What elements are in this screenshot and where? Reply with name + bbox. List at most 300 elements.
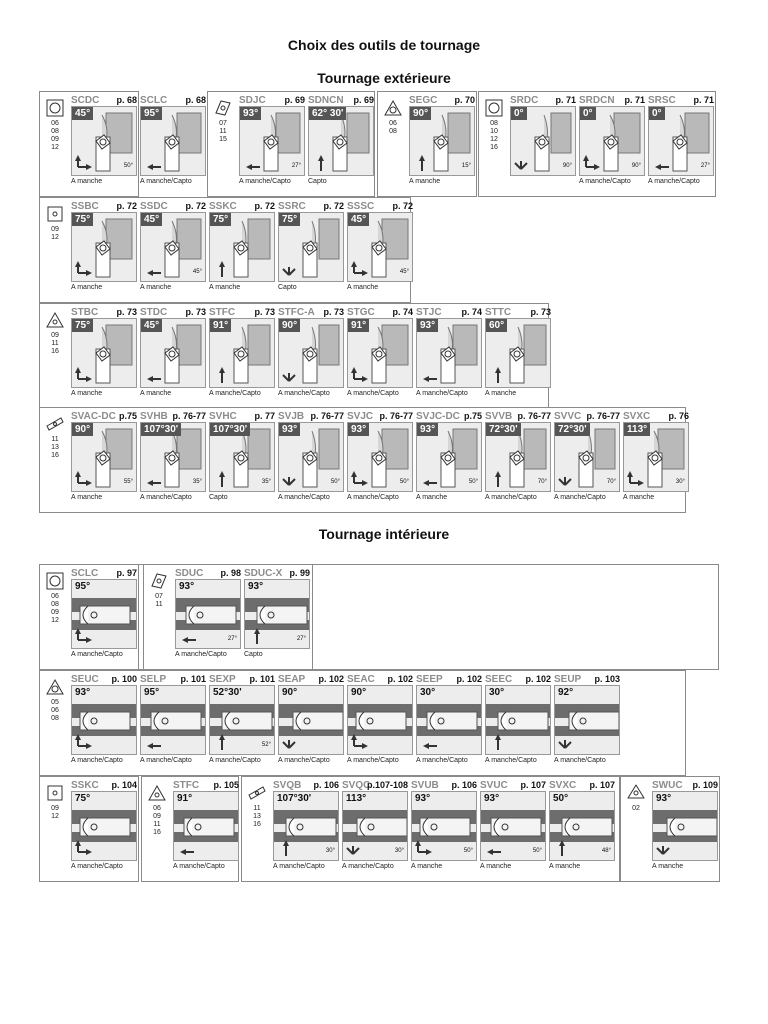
insert-size: 16	[253, 821, 261, 828]
page-ref[interactable]: p. 76-77	[586, 411, 620, 421]
mount-type: Capto	[244, 651, 263, 658]
insert-type	[40, 571, 70, 625]
tool-image	[347, 212, 413, 282]
mount-type: A manche/Capto	[278, 757, 330, 764]
page-ref[interactable]: p. 99	[289, 568, 310, 578]
secondary-angle: 48°	[601, 848, 611, 854]
tool-card[interactable]	[485, 411, 551, 507]
approach-angle: 75°	[210, 213, 231, 226]
tool-code: SDNCN	[308, 95, 344, 106]
tool-image	[140, 212, 206, 282]
mount-type: A manche	[411, 863, 443, 870]
page-ref[interactable]: p. 106	[451, 780, 477, 790]
tool-image	[71, 212, 137, 282]
tool-group	[39, 91, 206, 197]
tool-image	[554, 422, 620, 492]
tool-image	[71, 106, 137, 176]
page-ref[interactable]: p. 97	[116, 568, 137, 578]
page-ref[interactable]: p. 73	[254, 307, 275, 317]
mount-type: A manche/Capto	[554, 494, 606, 501]
insert-type	[208, 98, 238, 144]
page-ref[interactable]: p. 109	[692, 780, 718, 790]
secondary-angle: 15°	[461, 163, 471, 169]
insert-shape-icon	[247, 783, 267, 803]
tool-card[interactable]	[71, 411, 137, 507]
secondary-angle: 30°	[325, 848, 335, 854]
insert-shape-icon	[45, 414, 65, 434]
insert-size: 11	[155, 601, 163, 608]
group-frame	[39, 564, 719, 670]
insert-shape-icon	[213, 98, 233, 118]
page-ref[interactable]: p. 71	[693, 95, 714, 105]
approach-angle: 107°30'	[141, 423, 181, 436]
approach-angle: 93°	[240, 107, 261, 120]
tool-card[interactable]	[244, 568, 310, 664]
tool-image	[652, 791, 718, 861]
tool-card[interactable]	[308, 95, 374, 191]
insert-size: 06	[51, 593, 59, 600]
insert-size: 08	[51, 128, 59, 135]
mount-type: A manche/Capto	[347, 757, 399, 764]
approach-angle: 50°	[553, 793, 569, 804]
insert-size: 08	[490, 120, 498, 127]
tool-card[interactable]	[140, 411, 206, 507]
secondary-angle: 50°	[123, 163, 133, 169]
approach-angle: 75°	[279, 213, 300, 226]
page-ref[interactable]: p. 74	[461, 307, 482, 317]
approach-angle: 93°	[484, 793, 500, 804]
page-ref[interactable]: p.107-108	[366, 780, 408, 790]
tool-image	[347, 318, 413, 388]
insert-shape-icon	[383, 98, 403, 118]
insert-size: 07	[219, 120, 227, 127]
tool-image	[173, 791, 239, 861]
page-ref[interactable]: p. 73	[323, 307, 344, 317]
tool-code: SEGC	[409, 95, 438, 106]
tool-code: STJC	[416, 307, 442, 318]
tool-card[interactable]	[416, 674, 482, 770]
tool-image	[278, 685, 344, 755]
secondary-angle: 45°	[192, 269, 202, 275]
page-ref[interactable]: p. 72	[392, 201, 413, 211]
mount-type: A manche/Capto	[140, 178, 192, 185]
approach-angle: 95°	[144, 687, 160, 698]
tool-image	[579, 106, 645, 176]
tool-card[interactable]	[347, 674, 413, 770]
approach-angle: 62° 30'	[309, 107, 346, 120]
insert-size: 09	[51, 609, 59, 616]
insert-size: 08	[389, 128, 397, 135]
mount-type: A manche	[347, 284, 379, 291]
tool-card[interactable]	[623, 411, 689, 507]
tool-card[interactable]	[554, 411, 620, 507]
mount-type: A manche	[652, 863, 684, 870]
insert-shape-icon	[45, 783, 65, 803]
approach-angle: 95°	[75, 581, 91, 592]
approach-angle: 90°	[72, 423, 93, 436]
approach-angle: 30°	[489, 687, 505, 698]
mount-type: A manche/Capto	[648, 178, 700, 185]
tool-card[interactable]	[510, 95, 576, 191]
tool-card[interactable]	[140, 307, 206, 403]
tool-card[interactable]	[239, 95, 305, 191]
approach-angle: 30°	[420, 687, 436, 698]
tool-card[interactable]	[648, 95, 714, 191]
insert-size: 16	[51, 348, 59, 355]
tool-image	[342, 791, 408, 861]
secondary-angle: 27°	[227, 636, 237, 642]
page-ref[interactable]: p. 68	[116, 95, 137, 105]
tool-code: SSKC	[209, 201, 237, 212]
approach-angle: 113°	[624, 423, 650, 436]
page-ref[interactable]: p. 76-77	[172, 411, 206, 421]
insert-size: 06	[51, 120, 59, 127]
insert-size: 16	[490, 144, 498, 151]
approach-angle: 45°	[141, 319, 162, 332]
secondary-angle: 55°	[123, 479, 133, 485]
mount-type: A manche/Capto	[416, 390, 468, 397]
tool-code: SEUP	[554, 674, 582, 685]
insert-type	[40, 677, 70, 723]
tool-card[interactable]	[652, 780, 718, 876]
approach-angle: 90°	[282, 687, 298, 698]
page-ref[interactable]: p. 101	[180, 674, 206, 684]
page-ref[interactable]: p. 69	[284, 95, 305, 105]
page-ref[interactable]: p. 98	[220, 568, 241, 578]
mount-type: A manche	[623, 494, 655, 501]
secondary-angle: 50°	[399, 479, 409, 485]
tool-image	[623, 422, 689, 492]
tool-card[interactable]	[278, 411, 344, 507]
insert-size: 06	[51, 707, 59, 714]
tool-code: SVHC	[209, 411, 237, 422]
tool-card[interactable]	[71, 674, 137, 770]
tool-image	[485, 422, 551, 492]
tool-image	[416, 685, 482, 755]
tool-code: SDUC-X	[244, 568, 283, 579]
secondary-angle: 50°	[468, 479, 478, 485]
insert-size: 11	[253, 805, 261, 812]
insert-size: 06	[153, 805, 161, 812]
tool-card[interactable]	[71, 307, 137, 403]
page-ref[interactable]: p. 71	[555, 95, 576, 105]
tool-code: SDUC	[175, 568, 204, 579]
secondary-angle: 52°	[261, 742, 271, 748]
page-ref[interactable]: p. 71	[624, 95, 645, 105]
tool-code: SCDC	[71, 95, 100, 106]
tool-group	[478, 91, 716, 197]
approach-angle: 45°	[141, 213, 162, 226]
approach-angle: 91°	[348, 319, 369, 332]
tool-group	[620, 776, 720, 882]
page-ref[interactable]: p. 72	[254, 201, 275, 211]
approach-angle: 91°	[177, 793, 193, 804]
mount-type: A manche	[140, 284, 172, 291]
secondary-angle: 27°	[296, 636, 306, 642]
mount-type: A manche/Capto	[485, 757, 537, 764]
insert-size: 12	[51, 144, 59, 151]
mount-type: Capto	[209, 494, 228, 501]
insert-size: 08	[51, 601, 59, 608]
tool-card[interactable]	[480, 780, 546, 876]
mount-type: Capto	[308, 178, 327, 185]
tool-image	[71, 579, 137, 649]
page-ref[interactable]: p. 107	[520, 780, 546, 790]
tool-card[interactable]	[173, 780, 239, 876]
mount-type: A manche/Capto	[175, 651, 227, 658]
insert-type	[621, 783, 651, 813]
tool-card[interactable]	[278, 307, 344, 403]
tool-code: SVXC	[549, 780, 577, 791]
tool-image	[485, 685, 551, 755]
page-ref[interactable]: p. 105	[213, 780, 239, 790]
tool-image	[244, 579, 310, 649]
secondary-angle: 45°	[399, 269, 409, 275]
mount-type: A manche/Capto	[71, 651, 123, 658]
insert-type	[40, 204, 70, 242]
approach-angle: 72°30'	[555, 423, 590, 436]
tool-image	[71, 685, 137, 755]
tool-code: SEEC	[485, 674, 513, 685]
approach-angle: 90°	[410, 107, 431, 120]
tool-card[interactable]	[71, 201, 137, 297]
tool-image	[510, 106, 576, 176]
tool-card[interactable]	[485, 674, 551, 770]
mount-type: A manche	[416, 494, 448, 501]
approach-angle: 45°	[72, 107, 93, 120]
mount-type: Capto	[278, 284, 297, 291]
mount-type: A manche/Capto	[554, 757, 606, 764]
page-ref[interactable]: p. 69	[353, 95, 374, 105]
tool-card[interactable]	[209, 411, 275, 507]
page-ref[interactable]: p. 73	[185, 307, 206, 317]
tool-group	[143, 564, 313, 670]
approach-angle: 90°	[351, 687, 367, 698]
mount-type: A manche	[71, 178, 103, 185]
tool-card[interactable]	[140, 95, 206, 191]
approach-angle: 45°	[348, 213, 369, 226]
tool-code: STFC-A	[278, 307, 315, 318]
tool-card[interactable]	[175, 568, 241, 664]
approach-angle: 93°	[415, 793, 431, 804]
tool-card[interactable]	[485, 307, 551, 403]
tool-image	[140, 318, 206, 388]
mount-type: A manche/Capto	[347, 494, 399, 501]
tool-code: STFC	[173, 780, 200, 791]
approach-angle: 60°	[486, 319, 507, 332]
tool-group	[39, 197, 411, 303]
tool-card[interactable]	[209, 307, 275, 403]
insert-size: 12	[51, 617, 59, 624]
tool-card[interactable]	[209, 674, 275, 770]
tool-image	[140, 685, 206, 755]
tool-image	[416, 318, 482, 388]
tool-image	[416, 422, 482, 492]
tool-image	[273, 791, 339, 861]
tool-code: SVQC	[342, 780, 371, 791]
tool-image	[71, 422, 137, 492]
secondary-angle: 50°	[463, 848, 473, 854]
page-ref[interactable]: p. 73	[116, 307, 137, 317]
secondary-angle: 35°	[192, 479, 202, 485]
tool-card[interactable]	[71, 95, 137, 191]
tool-code: SRDCN	[579, 95, 615, 106]
page-ref[interactable]: p. 77	[254, 411, 275, 421]
tool-card[interactable]	[140, 201, 206, 297]
tool-card[interactable]	[347, 307, 413, 403]
page-ref[interactable]: p.75	[118, 411, 137, 421]
insert-size: 13	[253, 813, 261, 820]
tool-code: SSDC	[140, 201, 168, 212]
tool-card[interactable]	[71, 568, 137, 664]
tool-code: SVJC-DC	[416, 411, 460, 422]
page-ref[interactable]: p. 107	[589, 780, 615, 790]
tool-card[interactable]	[342, 780, 408, 876]
insert-size: 11	[153, 821, 161, 828]
page-ref[interactable]: p.75	[463, 411, 482, 421]
tool-image	[140, 422, 206, 492]
approach-angle: 75°	[75, 793, 91, 804]
insert-shape-icon	[484, 98, 504, 118]
tool-card[interactable]	[549, 780, 615, 876]
mount-type: A manche	[209, 284, 241, 291]
mount-type: A manche/Capto	[579, 178, 631, 185]
approach-angle: 93°	[75, 687, 91, 698]
mount-type: A manche	[480, 863, 512, 870]
tool-group	[39, 670, 686, 776]
insert-shape-icon	[626, 783, 646, 803]
page-ref[interactable]: p. 76-77	[379, 411, 413, 421]
section-title-exterieur: Tournage extérieure	[317, 70, 451, 86]
page-ref[interactable]: p. 76-77	[310, 411, 344, 421]
tool-image	[278, 422, 344, 492]
tool-image	[278, 212, 344, 282]
page-ref[interactable]: p. 102	[525, 674, 551, 684]
tool-code: SEAC	[347, 674, 375, 685]
tool-group	[207, 91, 375, 197]
insert-shape-icon	[45, 677, 65, 697]
page-ref[interactable]: p. 101	[249, 674, 275, 684]
insert-size: 09	[153, 813, 161, 820]
mount-type: A manche	[140, 390, 172, 397]
tool-code: STGC	[347, 307, 375, 318]
secondary-angle: 50°	[330, 479, 340, 485]
insert-shape-icon	[147, 783, 167, 803]
page-ref[interactable]: p. 72	[116, 201, 137, 211]
tool-card[interactable]	[554, 674, 620, 770]
page-ref[interactable]: p. 76	[668, 411, 689, 421]
tool-card[interactable]	[278, 674, 344, 770]
tool-card[interactable]	[140, 674, 206, 770]
tool-card[interactable]	[273, 780, 339, 876]
page-ref[interactable]: p. 76-77	[517, 411, 551, 421]
insert-size: 12	[51, 813, 59, 820]
approach-angle: 93°	[179, 581, 195, 592]
tool-image	[209, 685, 275, 755]
tool-image	[554, 685, 620, 755]
tool-card[interactable]	[409, 95, 475, 191]
tool-image	[209, 318, 275, 388]
tool-code: SRSC	[648, 95, 676, 106]
tool-group	[241, 776, 620, 882]
page-ref[interactable]: p. 103	[594, 674, 620, 684]
insert-shape-icon	[45, 98, 65, 118]
tool-card[interactable]	[579, 95, 645, 191]
tool-image	[308, 106, 374, 176]
tool-code: SEXP	[209, 674, 236, 685]
mount-type: A manche/Capto	[209, 757, 261, 764]
secondary-angle: 90°	[562, 163, 572, 169]
mount-type: A manche	[71, 284, 103, 291]
insert-size: 15	[219, 136, 227, 143]
tool-code: SVVC	[554, 411, 582, 422]
insert-size: 11	[51, 436, 59, 443]
insert-size: 06	[389, 120, 397, 127]
tool-code: SRDC	[510, 95, 539, 106]
tool-card[interactable]	[416, 411, 482, 507]
tool-image	[411, 791, 477, 861]
tool-card[interactable]	[209, 201, 275, 297]
tool-code: SVJB	[278, 411, 305, 422]
secondary-angle: 30°	[675, 479, 685, 485]
tool-card[interactable]	[416, 307, 482, 403]
page-ref[interactable]: p. 100	[111, 674, 137, 684]
page-ref[interactable]: p. 102	[456, 674, 482, 684]
tool-code: SDJC	[239, 95, 266, 106]
tool-card[interactable]	[347, 201, 413, 297]
page-ref[interactable]: p. 106	[313, 780, 339, 790]
tool-code: SVQB	[273, 780, 302, 791]
insert-shape-icon	[45, 204, 65, 224]
insert-type	[142, 783, 172, 837]
page-ref[interactable]: p. 104	[111, 780, 137, 790]
tool-image	[175, 579, 241, 649]
tool-code: SSSC	[347, 201, 375, 212]
mount-type: A manche/Capto	[278, 390, 330, 397]
mount-type: A manche/Capto	[173, 863, 225, 870]
mount-type: A manche	[485, 390, 517, 397]
tool-image	[71, 318, 137, 388]
page-ref[interactable]: p. 70	[454, 95, 475, 105]
page-ref[interactable]: p. 68	[185, 95, 206, 105]
page-ref[interactable]: p. 102	[387, 674, 413, 684]
tool-code: SSBC	[71, 201, 99, 212]
page-ref[interactable]: p. 72	[185, 201, 206, 211]
approach-angle: 75°	[72, 213, 93, 226]
page-ref[interactable]: p. 102	[318, 674, 344, 684]
secondary-angle: 35°	[261, 479, 271, 485]
secondary-angle: 27°	[700, 163, 710, 169]
tool-card[interactable]	[411, 780, 477, 876]
tool-card[interactable]	[71, 780, 137, 876]
page-ref[interactable]: p. 72	[323, 201, 344, 211]
approach-angle: 107°30'	[210, 423, 250, 436]
tool-code: STDC	[140, 307, 168, 318]
page-ref[interactable]: p. 74	[392, 307, 413, 317]
tool-image	[549, 791, 615, 861]
tool-code: SSRC	[278, 201, 306, 212]
tool-card[interactable]	[278, 201, 344, 297]
page-ref[interactable]: p. 73	[530, 307, 551, 317]
tool-image	[409, 106, 475, 176]
tool-code: SEAP	[278, 674, 306, 685]
tool-card[interactable]	[347, 411, 413, 507]
tool-code: SVXC	[623, 411, 651, 422]
secondary-angle: 27°	[291, 163, 301, 169]
mount-type: A manche/Capto	[209, 390, 261, 397]
approach-angle: 95°	[141, 107, 162, 120]
tool-code: SEEP	[416, 674, 443, 685]
